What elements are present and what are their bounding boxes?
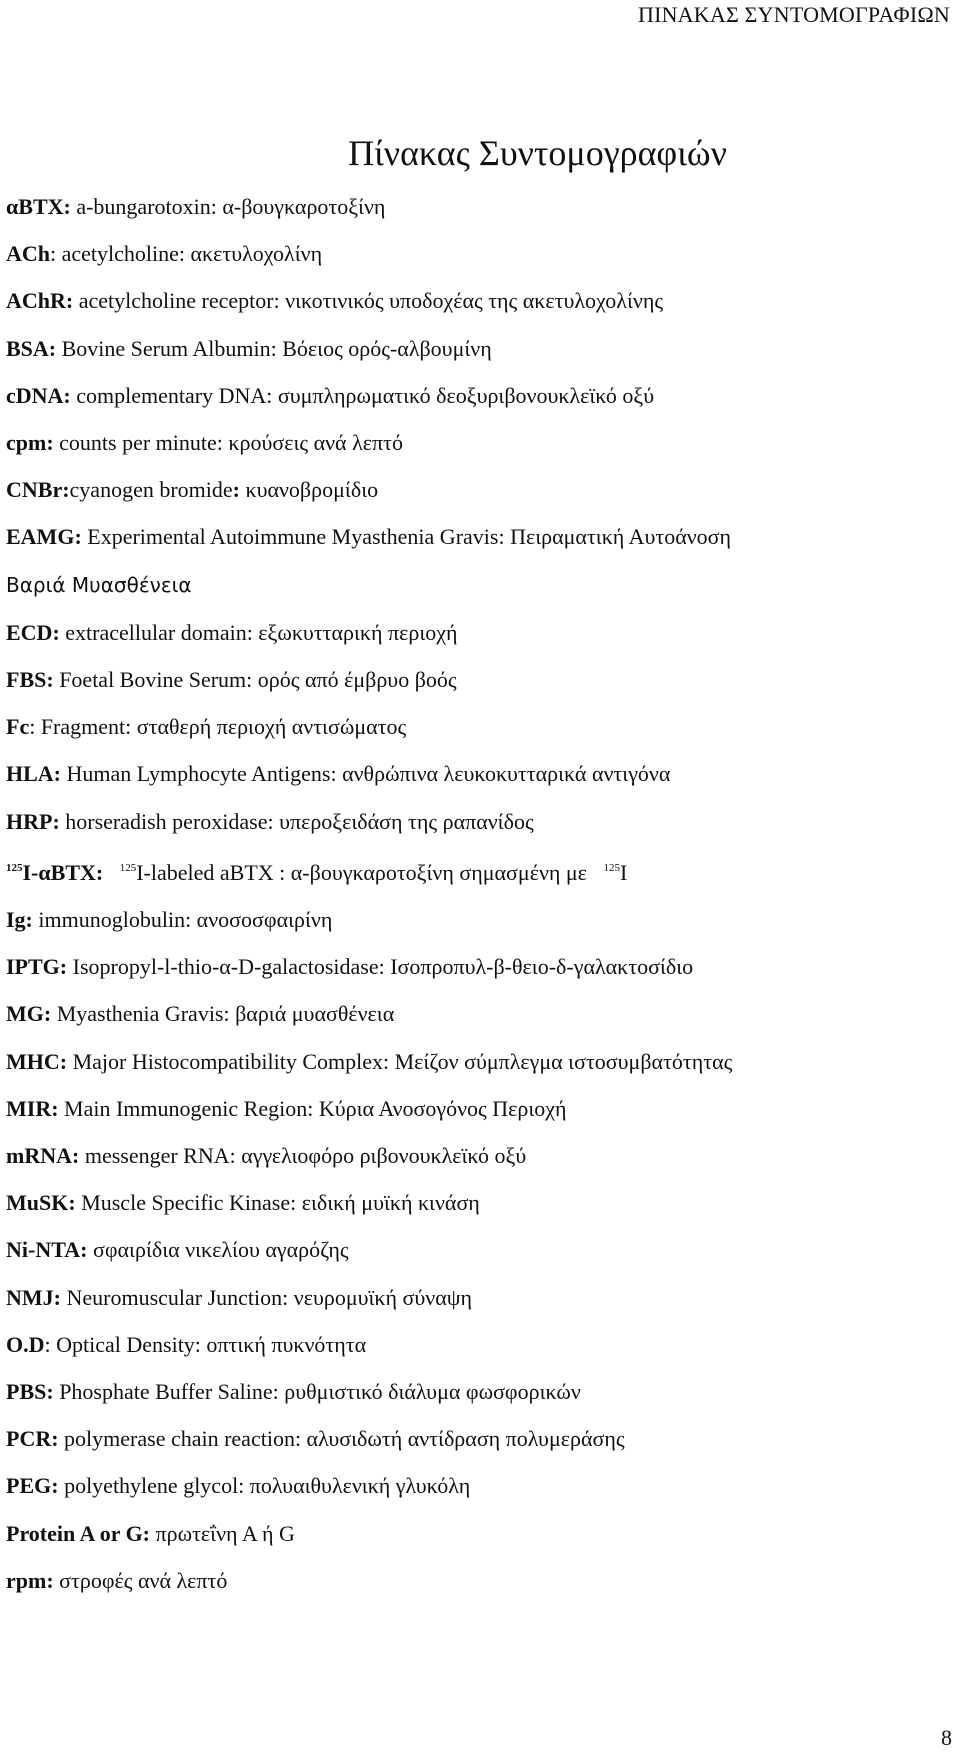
abbreviation: rpm: <box>6 1567 54 1593</box>
list-item <box>6 466 954 513</box>
abbreviation: BSA: <box>6 335 57 361</box>
abbreviation: MIR: <box>6 1095 59 1121</box>
abbreviation: PEG: <box>6 1473 59 1499</box>
list-item <box>6 419 954 466</box>
definition: Foetal Bovine Serum: ορός από έμβρυο βοός <box>53 667 457 693</box>
abbreviation: I-αBTX: <box>22 859 104 885</box>
page-number: 8 <box>941 1725 952 1750</box>
abbreviation: Ni-NTA: <box>6 1237 88 1263</box>
list-item <box>6 372 954 419</box>
abbreviation: cDNA: <box>6 382 71 408</box>
list-item <box>6 896 954 943</box>
definition-separator: : <box>232 477 240 503</box>
definition: extracellular domain: εξωκυτταρική περιοχή <box>59 619 458 645</box>
list-item <box>6 656 954 703</box>
definition: Main Immunogenic Region: Κύρια Ανοσογόνος Περιοχή <box>58 1095 567 1121</box>
abbreviation: O.D <box>6 1331 45 1357</box>
list-item <box>6 845 954 896</box>
definition: Major Histocompatibility Complex: Μείζον σύμπλεγμα ιστοσυμβατότητας <box>67 1048 733 1074</box>
definition: messenger RNA: αγγελιοφόρο ριβονουκλεϊκό οξύ <box>79 1143 527 1169</box>
isotope-superscript: 125 <box>119 861 137 874</box>
list-item <box>6 750 954 797</box>
list-item <box>6 230 954 277</box>
list-item <box>6 703 954 750</box>
definition: : acetylcholine: ακετυλοχολίνη <box>50 241 323 267</box>
running-header: ΠΙΝΑΚΑΣ ΣΥΝΤΟΜΟΓΡΑΦΙΩΝ <box>637 2 950 27</box>
list-item <box>6 1038 954 1085</box>
abbreviation: mRNA: <box>6 1143 80 1169</box>
definition: Βαριά Μυασθένεια <box>6 572 192 597</box>
list-item <box>6 1085 954 1132</box>
definition: a-bungarotoxin: α-βουγκαροτοξίνη <box>70 194 386 219</box>
isotope-superscript: 125 <box>603 861 620 874</box>
abbreviation: CNBr: <box>6 477 70 503</box>
abbreviation: MHC: <box>6 1048 68 1074</box>
definition: σφαιρίδια νικελίου αγαρόζης <box>87 1237 349 1263</box>
list-item <box>6 943 954 990</box>
definition: Bovine Serum Albumin: Βόειος ορός-αλβουμίνη <box>56 335 492 361</box>
abbreviation: ACh <box>6 241 51 267</box>
abbreviation: PBS: <box>6 1379 54 1405</box>
list-item <box>6 1462 954 1509</box>
list-item <box>6 990 954 1037</box>
list-item <box>6 325 954 372</box>
definition: counts per minute: κρούσεις ανά λεπτό <box>53 430 403 456</box>
definition: : Fragment: σταθερή περιοχή αντισώματος <box>29 714 407 740</box>
definition: horseradish peroxidase: υπεροξειδάση της ραπανίδος <box>59 808 534 834</box>
definition: πρωτεΐνη Α ή G <box>150 1520 295 1546</box>
definition: acetylcholine receptor: νικοτινικός υποδοχέας της ακετυλοχολίνης <box>73 288 664 314</box>
list-item <box>6 1368 954 1415</box>
abbreviation: EAMG: <box>6 524 82 550</box>
list-item <box>6 1132 954 1179</box>
abbreviation: FBS: <box>6 667 54 693</box>
definition: cyanogen bromide <box>69 477 233 503</box>
list-item <box>6 1274 954 1321</box>
definition: Myasthenia Gravis: βαριά μυασθένεια <box>51 1001 395 1027</box>
abbreviation-list <box>6 183 954 1604</box>
abbreviation: cpm: <box>6 430 54 456</box>
list-item <box>6 183 954 230</box>
abbreviation: AChR: <box>6 288 74 314</box>
list-item <box>6 798 954 845</box>
definition: : Optical Density: οπτική πυκνότητα <box>44 1331 367 1357</box>
list-item <box>6 609 954 656</box>
definition: complementary DNA: συμπληρωματικό δεοξυριβονουκλεϊκό οξύ <box>70 382 655 408</box>
abbreviation: MuSK: <box>6 1190 76 1216</box>
definition-element: I <box>619 859 628 885</box>
definition: Phosphate Buffer Saline: ρυθμιστικό διάλυμα φωσφορικών <box>53 1379 581 1405</box>
definition: immunoglobulin: ανοσοσφαιρίνη <box>32 907 333 933</box>
page-title: Πίνακας Συντομογραφιών <box>348 133 727 174</box>
definition: polymerase chain reaction: αλυσιδωτή αντίδραση πολυμεράσης <box>58 1426 625 1452</box>
abbreviation: Fc <box>6 714 30 740</box>
definition: Experimental Autoimmune Myasthenia Gravis: Πειραματική Αυτοάνοση <box>81 524 732 550</box>
list-item-continuation <box>6 561 954 609</box>
abbreviation: HLA: <box>6 761 61 787</box>
definition: Isopropyl-l-thio-α-D-galactosidase: Ισοπροπυλ-β-θειο-δ-γαλακτοσίδιο <box>67 954 694 980</box>
abbreviation: Ig: <box>6 907 33 933</box>
abbreviation: IPTG: <box>6 954 68 980</box>
abbreviation: Protein A or G: <box>6 1520 151 1546</box>
list-item <box>6 277 954 324</box>
definition: Neuromuscular Junction: νευρομυϊκή σύναψη <box>60 1284 473 1310</box>
abbreviation: ECD: <box>6 619 60 645</box>
definition: στροφές ανά λεπτό <box>53 1567 228 1593</box>
list-item <box>6 1321 954 1368</box>
definition-translation: κυανοβρομίδιο <box>239 477 379 503</box>
definition: Muscle Specific Kinase: ειδική μυϊκή κινάση <box>75 1190 480 1216</box>
list-item <box>6 1510 954 1557</box>
abbreviation: MG: <box>6 1001 52 1027</box>
definition: polyethylene glycol: πολυαιθυλενική γλυκόλη <box>58 1473 471 1499</box>
isotope-superscript: 125 <box>6 861 23 874</box>
list-item <box>6 1415 954 1462</box>
list-item <box>6 1179 954 1226</box>
definition: Human Lymphocyte Antigens: ανθρώπινα λευκοκυτταρικά αντιγόνα <box>61 761 671 787</box>
abbreviation: αBTX: <box>6 194 71 219</box>
list-item <box>6 513 954 560</box>
abbreviation: PCR: <box>6 1426 59 1452</box>
definition: I-labeled aBTX : α-βουγκαροτοξίνη σημασμένη με <box>136 859 593 885</box>
abbreviation: NMJ: <box>6 1284 61 1310</box>
abbreviation: HRP: <box>6 808 60 834</box>
list-item <box>6 1557 954 1604</box>
list-item <box>6 1226 954 1273</box>
